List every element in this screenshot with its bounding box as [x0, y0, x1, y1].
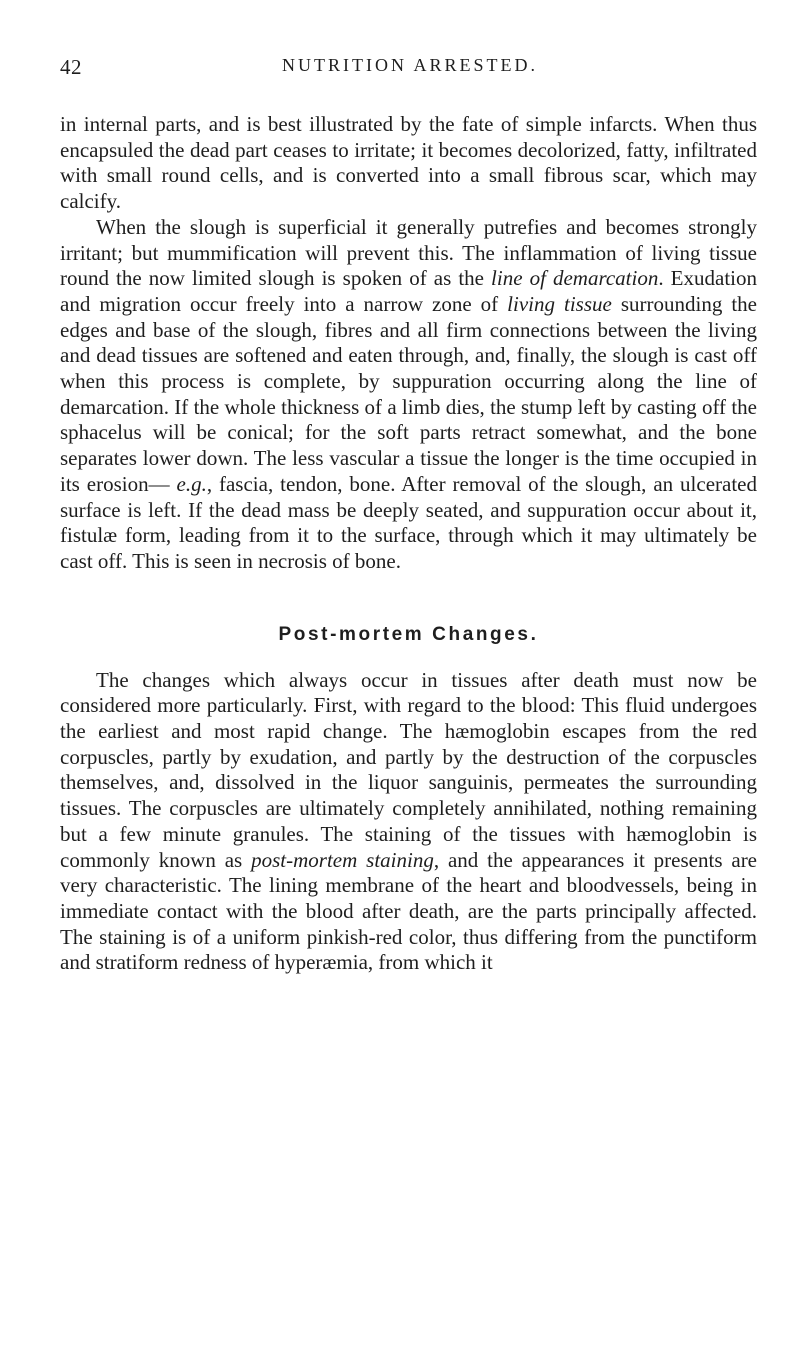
text-run: When the slough is superficial it generally putrefies and becomes strongly irritant; but mummification will prevent this. The inflammation of living tissue round the now limited slough is spoken of as the: [60, 214, 757, 291]
text-run: . Exudation and migration occur freely into a narrow zone of: [60, 266, 757, 316]
text-run: , and the appearances it presents are very characteristic. The lining membrane of the heart and bloodvessels, being in immediate contact with the blood after death, are the parts principally affected. The staining is of a uniform pinkish-red color, thus differing from the punctiform and stratiform redness of hyperæmia, from which it: [60, 847, 758, 975]
text-run: , fascia, tendon, bone. After removal of the slough, an ulcerated surface is left. If the dead mass be deeply seated, and suppuration occur about it, fistulæ form, leading from it to the surface, through which it may ultimately be cast off. This is seen in necrosis of bone.: [60, 471, 758, 573]
italic-term-living-tissue: living tissue: [507, 291, 612, 316]
italic-term-post-mortem-staining: post-mortem staining: [251, 847, 434, 872]
text-run: The changes which always occur in tissues after death must now be considered more particularly. First, with regard to the blood: This fluid undergoes the earliest and most rapid change. The hæmoglobin escapes from the red corpuscles, partly by exudation, and partly by the destruction of the corpuscles themselves, and, dissolved in the liquor sanguinis, permeates the surrounding tissues. The corpuscles are ultimately completely annihilated, nothing remaining but a few minute granules. The staining of the tissues with hæmoglobin is commonly known as: [60, 667, 757, 872]
body-text: [60, 112, 757, 976]
page-header: [60, 55, 760, 89]
paragraph-post-mortem: [60, 668, 757, 976]
section-heading: Post-mortem Changes.: [278, 623, 539, 645]
italic-term-line-of-demarcation: line of demarcation: [491, 266, 659, 291]
running-head: NUTRITION ARRESTED.: [282, 55, 538, 75]
paragraph-continued: in internal parts, and is best illustrated by the fate of simple infarcts. When thus encapsuled the dead part ceases to irritate; it becomes decolorized, fatty, infiltrated with small round cells, and is converted into a small fibrous scar, which may calcify.: [60, 112, 757, 214]
text-run: surrounding the edges and base of the slough, fibres and all firm connections between the living and dead tissues are softened and eaten through, and, finally, the slough is cast off when this process is complete, by suppuration occurring along the line of demarcation. If the whole thickness of a limb dies, the stump left by casting off the sphacelus will be conical; for the soft parts retract somewhat, and the bone separates lower down. The less vascular a tissue the longer is the time occupied in its erosion—: [60, 291, 757, 496]
paragraph-slough: [60, 215, 757, 575]
page-number: 42: [60, 55, 82, 79]
italic-abbreviation: e.g.: [176, 471, 207, 496]
